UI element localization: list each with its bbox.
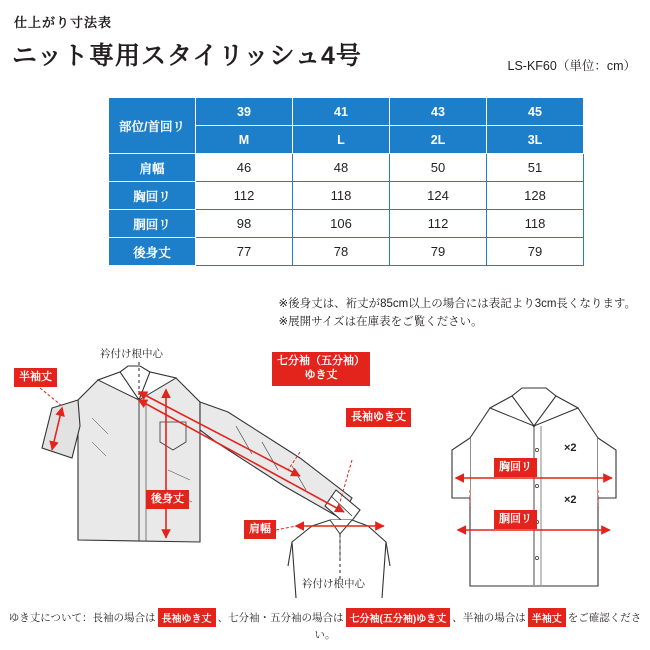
notes-block — [278, 296, 636, 332]
footer-lead: ゆき丈について：長袖の場合は — [8, 612, 156, 624]
size-number-1: 41 — [293, 98, 390, 126]
row-label: 後身丈 — [109, 238, 196, 266]
size-letter-1: L — [293, 126, 390, 154]
size-letter-3: 3L — [487, 126, 584, 154]
collar-center-bottom-label: 衿付け根中心 — [302, 578, 365, 590]
chest-times-two-label: ×2 — [564, 442, 577, 454]
cell-value: 112 — [390, 210, 487, 238]
cell-value: 79 — [487, 238, 584, 266]
cell-value: 50 — [390, 154, 487, 182]
waist-times-two-label: ×2 — [564, 494, 577, 506]
row-label: 肩幅 — [109, 154, 196, 182]
collar-center-top-label: 衿付け根中心 — [100, 348, 163, 360]
table-row — [109, 238, 584, 266]
cell-value: 112 — [196, 182, 293, 210]
shoulder-width-tag: 肩幅 — [244, 520, 276, 539]
product-code: LS-KF60（単位：cm） — [507, 59, 636, 73]
cell-value: 106 — [293, 210, 390, 238]
footer-tail: をご確認ください。 — [314, 612, 642, 641]
cell-value: 79 — [390, 238, 487, 266]
cell-value: 51 — [487, 154, 584, 182]
page-subtitle: 仕上がり寸法表 — [14, 15, 113, 30]
footer-tag-long-sleeve: 長袖ゆき丈 — [158, 608, 216, 627]
garment-diagram — [0, 330, 650, 615]
table-row — [109, 154, 584, 182]
note-line: ※展開サイズは在庫表をご覧ください。 — [278, 315, 483, 328]
size-number-2: 43 — [390, 98, 487, 126]
cell-value: 77 — [196, 238, 293, 266]
long-sleeve-tag: 長袖ゆき丈 — [346, 408, 411, 427]
footer-tag-seven-eighths: 七分袖(五分袖)ゆき丈 — [346, 608, 451, 627]
table-header-row-numbers — [109, 98, 584, 126]
seven-eighths-sleeve-tag: 七分袖（五分袖） ゆき丈 — [272, 352, 370, 386]
measurements-table — [108, 97, 584, 266]
cell-value: 118 — [293, 182, 390, 210]
shirt-flat-illustration — [452, 388, 616, 586]
page-title: ニット専用スタイリッシュ4号 — [12, 42, 362, 70]
row-label: 胴回リ — [109, 210, 196, 238]
footer-note — [0, 608, 650, 642]
cell-value: 128 — [487, 182, 584, 210]
cell-value: 118 — [487, 210, 584, 238]
size-number-0: 39 — [196, 98, 293, 126]
cell-value: 98 — [196, 210, 293, 238]
table-row — [109, 182, 584, 210]
chest-tag: 胸回リ — [494, 458, 537, 477]
waist-tag: 胴回リ — [494, 510, 537, 529]
table-row — [109, 210, 584, 238]
size-letter-0: M — [196, 126, 293, 154]
cell-value: 78 — [293, 238, 390, 266]
shirt-front-illustration — [42, 366, 360, 542]
footer-mid-2: 、半袖の場合は — [452, 612, 526, 624]
cell-value: 48 — [293, 154, 390, 182]
cell-value: 124 — [390, 182, 487, 210]
row-label: 胸回リ — [109, 182, 196, 210]
size-number-3: 45 — [487, 98, 584, 126]
short-sleeve-tag: 半袖丈 — [14, 368, 57, 387]
back-length-tag: 後身丈 — [146, 490, 189, 509]
footer-mid-1: 、七分袖・五分袖の場合は — [217, 612, 344, 624]
row-label-header: 部位/首回リ — [109, 98, 196, 154]
size-letter-2: 2L — [390, 126, 487, 154]
cell-value: 46 — [196, 154, 293, 182]
footer-tag-short-sleeve: 半袖丈 — [528, 608, 566, 627]
note-line: ※後身丈は、裄丈が85cm以上の場合には表記より3cm長くなります。 — [278, 298, 636, 310]
